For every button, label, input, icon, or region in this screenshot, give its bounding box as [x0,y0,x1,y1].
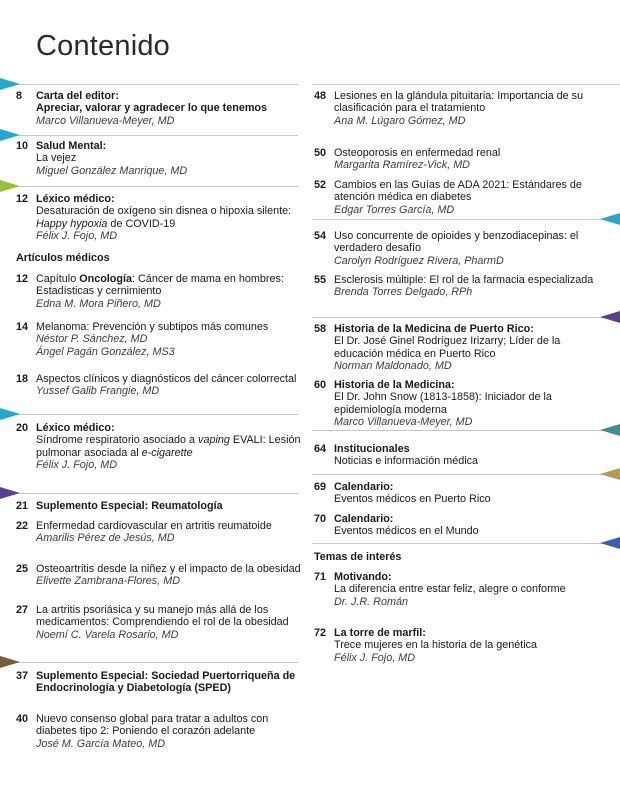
toc-entry[interactable] [314,230,610,267]
page-number: 8 [16,90,23,102]
entry-heading: Carta del editor: [36,90,119,102]
divider [312,474,620,475]
page-number: 18 [16,373,29,385]
entry-heading: Historia de la Medicina: [334,379,455,391]
page-number: 10 [16,140,29,152]
entry-title: Enfermedad cardiovascular en artritis reumatoide [36,520,272,532]
entry-title: Cambios en las Guías de ADA 2021: Estándares de atención médica en diabetes [334,179,582,204]
entry-author: Edna M. Mora Piñero, MD [36,297,161,310]
page-number: 40 [16,713,29,725]
entry-author: José M. García Mateo, MD [36,737,165,750]
entry-author: Norman Maldonado, MD [334,360,452,373]
toc-entry[interactable] [314,481,610,506]
divider [312,430,620,431]
entry-title: Nuevo consenso global para tratar a adultos con diabetes tipo 2: Poniendo el corazón adelante [36,713,269,738]
entry-title: Noticias e información médica [334,455,479,468]
entry-heading: Apreciar, valorar y agradecer lo que tenemos [36,102,268,115]
entry-title: Aspectos clínicos y diagnósticos del cáncer colorrectal [36,373,297,385]
entry-heading: Calendario: [334,513,394,525]
divider [312,84,620,85]
entry-author: Miguel González Manrique, MD [36,164,188,177]
page-number: 27 [16,604,29,616]
entry-author: Carolyn Rodríguez Rivera, PharmD [334,254,504,267]
divider [0,84,298,85]
entry-title: La artritis psoriásica y su manejo más allá de los medicamentos: Comprendiendo el rol de la obesidad [36,604,289,629]
toc-entry[interactable] [16,670,304,695]
page-number: 50 [314,147,327,159]
page-number: 25 [16,563,29,575]
entry-title: Eventos médicos en el Mundo [334,525,479,538]
page-number: 64 [314,443,327,455]
color-marker-icon [0,408,20,420]
page-number: 71 [314,571,327,583]
page-number: 54 [314,230,327,242]
color-marker-icon [0,129,20,141]
entry-heading: Salud Mental: [36,140,107,152]
entry-title: La vejez [36,152,77,165]
entry-heading: Institucionales [334,443,410,455]
entry-author: Brenda Torres Delgado, RPh [334,286,473,299]
entry-author: Yussef Galib Frangie, MD [36,385,160,398]
entry-author: Ana M. Lúgaro Gómez, MD [334,114,466,127]
page-number: 14 [16,321,29,333]
page-number: 72 [314,627,327,639]
entry-author: Dr. J.R. Román [334,595,408,608]
divider [312,317,620,318]
color-marker-icon [0,656,20,668]
entry-title: Eventos médicos en Puerto Rico [334,493,491,506]
toc-entry[interactable] [16,713,304,750]
entry-heading: Léxico médico: [36,422,115,434]
color-marker-icon [600,311,620,323]
page-number: 55 [314,274,327,286]
page-number: 58 [314,323,327,335]
toc-entry[interactable] [16,373,304,398]
entry-title: Osteoartritis desde la niñez y el impacto de la obesidad [36,563,301,575]
divider [0,135,298,136]
entry-title: La diferencia entre estar feliz, alegre o conforme [334,583,566,596]
entry-author: Edgar Torres García, MD [334,203,455,216]
toc-entry[interactable] [314,179,610,216]
toc-entry[interactable] [314,627,610,664]
color-marker-icon [0,487,20,499]
entry-heading: Suplemento Especial: Sociedad Puertorriqueña de Endocrinología y Diabetología (SPED) [36,670,296,695]
page-number: 22 [16,520,29,532]
toc-entry[interactable] [16,500,304,512]
toc-entry[interactable] [314,90,610,127]
color-marker-icon [600,537,620,549]
toc-entry[interactable] [16,520,304,545]
page-number: 52 [314,179,327,191]
entry-author: Marco Villanueva-Meyer, MD [334,416,473,429]
entry-heading: Motivando: [334,571,392,583]
entry-author: Félix J. Fojo, MD [36,459,117,472]
divider [0,186,298,187]
toc-entry[interactable] [16,563,304,588]
toc-entry[interactable] [314,274,610,299]
entry-author: Margarita Ramírez-Vick, MD [334,159,470,172]
entry-author: Elivette Zambrana-Flores, MD [36,575,180,588]
page-number: 21 [16,500,29,512]
toc-entry[interactable] [314,323,610,373]
toc-entry[interactable] [16,273,304,310]
toc-entry[interactable] [16,321,304,358]
divider [312,219,620,220]
divider [0,662,298,663]
entry-title: Síndrome respiratorio asociado a vaping EVALI: Lesión pulmonar asociada al e-cigarette [36,434,301,459]
color-marker-icon [0,78,20,90]
page-number: 69 [314,481,327,493]
entry-heading: La torre de marfil: [334,627,426,639]
toc-entry[interactable] [16,422,304,472]
divider [0,493,298,494]
page-title: Contenido [36,30,171,62]
toc-entry[interactable] [16,90,304,127]
section-heading: Temas de interés [314,551,402,563]
divider [312,543,620,544]
entry-heading: Historia de la Medicina de Puerto Rico: [334,323,534,335]
entry-author: Félix J. Fojo, MD [36,230,117,243]
toc-entry[interactable] [314,147,610,172]
color-marker-icon [600,213,620,225]
section-heading: Artículos médicos [16,252,110,264]
divider [0,414,298,415]
toc-entry[interactable] [16,193,304,243]
page-number: 60 [314,379,327,391]
entry-title: Capítulo Oncología: Cáncer de mama en hombres: Estadísticas y cernimiento [36,273,284,298]
entry-title: Esclerosis múltiple: El rol de la farmacia especializada [334,274,594,286]
page-number: 48 [314,90,327,102]
entry-heading: Calendario: [334,481,394,493]
page-number: 12 [16,273,29,285]
toc-entry[interactable] [16,140,304,177]
entry-heading: Léxico médico: [36,193,115,205]
color-marker-icon [0,180,20,192]
entry-author: Ángel Pagán González, MS3 [36,345,175,358]
toc-entry[interactable] [16,604,304,641]
entry-heading: Suplemento Especial: Reumatología [36,500,223,512]
toc-entry[interactable] [314,443,610,468]
page-number: 37 [16,670,29,682]
entry-author: Félix J. Fojo, MD [334,651,415,664]
toc-entry[interactable] [314,379,610,429]
toc-entry[interactable] [314,513,610,538]
entry-title: Osteoporosis en enfermedad renal [334,147,501,159]
page-number: 12 [16,193,29,205]
entry-author: Néstor P. Sánchez, MD [36,333,148,346]
entry-author: Amarilis Pérez de Jesús, MD [36,532,175,545]
entry-title: El Dr. John Snow (1813-1858): Iniciador de la epidemiología moderna [334,391,552,416]
entry-title: Trece mujeres en la historia de la genética [334,639,538,652]
color-marker-icon [600,468,620,480]
entry-title: Uso concurrente de opioides y benzodiacepinas: el verdadero desafío [334,230,579,255]
entry-title: Desaturación de oxígeno sin disnea o hipoxia silente: Happy hypoxia de COVID-19 [36,205,292,230]
entry-title: Melanoma: Prevención y subtipos más comunes [36,321,269,333]
page-number: 70 [314,513,327,525]
color-marker-icon [600,424,620,436]
page-number: 20 [16,422,29,434]
toc-entry[interactable] [314,571,610,608]
entry-title: El Dr. José Ginel Rodríguez Irizarry; Líder de la educación médica en Puerto Rico [334,335,561,360]
entry-title: Lesiones en la glándula pituitaria: Importancia de su clasificación para el tratamiento [334,90,584,115]
entry-author: Noemí C. Varela Rosario, MD [36,628,179,641]
entry-author: Marco Villanueva-Meyer, MD [36,114,175,127]
